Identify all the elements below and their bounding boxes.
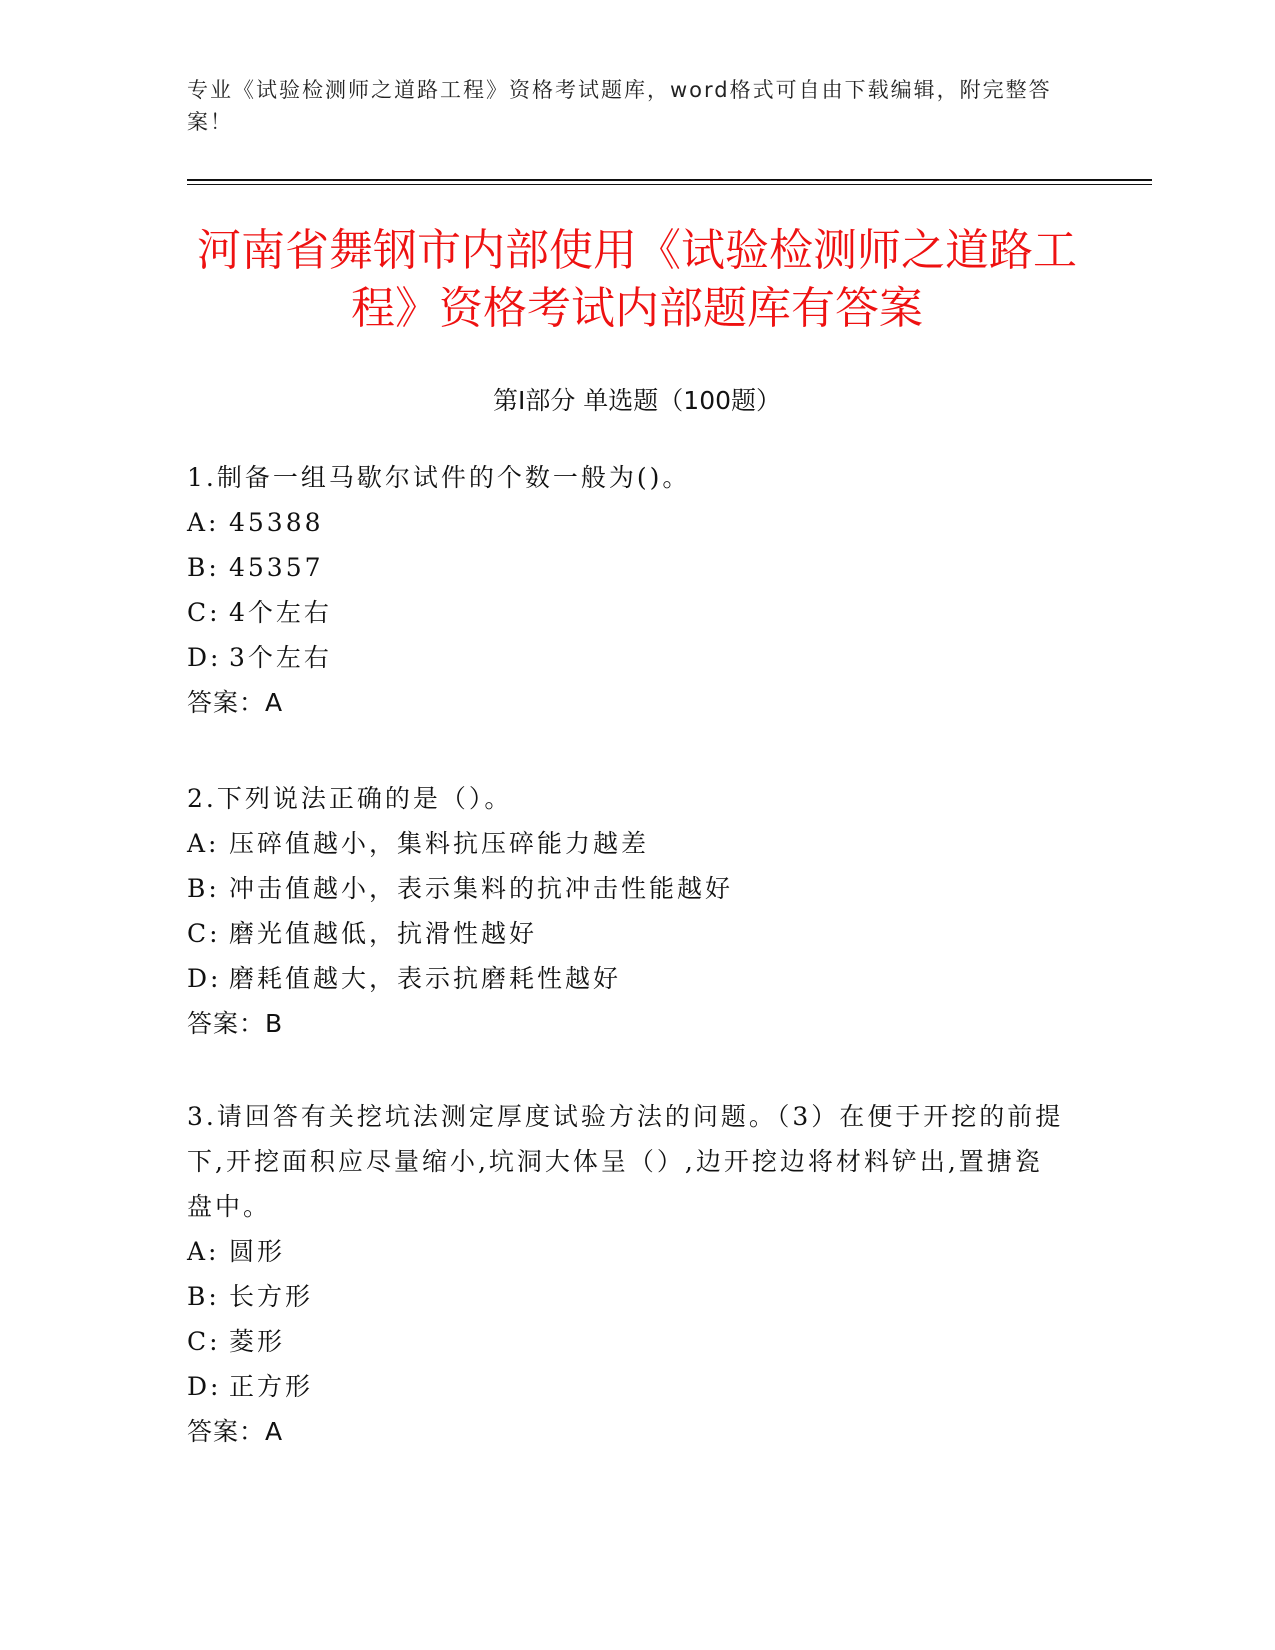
option-text: 45357 bbox=[229, 553, 324, 582]
option-a bbox=[187, 1229, 1067, 1274]
option-c bbox=[187, 1319, 1067, 1364]
option-text: 压碎值越小，集料抗压碎能力越差 bbox=[229, 829, 650, 858]
header-rule-thick bbox=[187, 179, 1152, 181]
option-letter: B: bbox=[187, 1282, 220, 1311]
option-letter: B: bbox=[187, 874, 220, 903]
question-stem: 1.制备一组马歇尔试件的个数一般为()。 bbox=[187, 463, 691, 492]
option-text: 冲击值越小，表示集料的抗冲击性能越好 bbox=[229, 874, 734, 903]
answer: 答案：B bbox=[187, 1009, 284, 1038]
header-rule-thin bbox=[187, 184, 1152, 185]
option-text: 菱形 bbox=[229, 1327, 286, 1356]
option-text: 圆形 bbox=[229, 1237, 286, 1266]
option-c bbox=[187, 590, 1067, 635]
option-letter: D: bbox=[187, 964, 222, 993]
option-b bbox=[187, 545, 1067, 590]
option-letter: C: bbox=[187, 919, 221, 948]
document-title: 河南省舞钢市内部使用《试验检测师之道路工程》资格考试内部题库有答案 bbox=[197, 225, 1077, 334]
option-d bbox=[187, 956, 1067, 1001]
option-letter: A: bbox=[187, 508, 220, 537]
question-stem: 2.下列说法正确的是（）。 bbox=[187, 784, 513, 813]
option-a bbox=[187, 500, 1067, 545]
option-text: 正方形 bbox=[229, 1372, 314, 1401]
question-1 bbox=[187, 455, 1067, 725]
option-text: 45388 bbox=[229, 508, 324, 537]
question-2 bbox=[187, 776, 1067, 1046]
option-letter: A: bbox=[187, 829, 220, 858]
option-letter: B: bbox=[187, 553, 220, 582]
header-note: 专业《试验检测师之道路工程》资格考试题库，word格式可自由下载编辑，附完整答案！ bbox=[187, 78, 1052, 134]
option-d bbox=[187, 1364, 1067, 1409]
option-letter: C: bbox=[187, 1327, 221, 1356]
option-text: 4个左右 bbox=[229, 598, 332, 627]
option-text: 长方形 bbox=[229, 1282, 314, 1311]
question-3 bbox=[187, 1094, 1067, 1454]
section-title: 第Ⅰ部分 单选题（100题） bbox=[492, 386, 782, 415]
option-letter: C: bbox=[187, 598, 221, 627]
option-b bbox=[187, 866, 1067, 911]
answer: 答案：A bbox=[187, 688, 284, 717]
option-c bbox=[187, 911, 1067, 956]
option-letter: D: bbox=[187, 643, 222, 672]
answer: 答案：A bbox=[187, 1417, 284, 1446]
question-stem: 3.请回答有关挖坑法测定厚度试验方法的问题。（3）在便于开挖的前提下,开挖面积应尽量缩小,坑洞大体呈（）,边开挖边将材料铲出,置搪瓷盘中。 bbox=[187, 1102, 1064, 1221]
option-text: 3个左右 bbox=[229, 643, 332, 672]
option-d bbox=[187, 635, 1067, 680]
option-a bbox=[187, 821, 1067, 866]
option-letter: A: bbox=[187, 1237, 220, 1266]
option-letter: D: bbox=[187, 1372, 222, 1401]
option-text: 磨光值越低，抗滑性越好 bbox=[229, 919, 538, 948]
option-text: 磨耗值越大，表示抗磨耗性越好 bbox=[229, 964, 622, 993]
option-b bbox=[187, 1274, 1067, 1319]
